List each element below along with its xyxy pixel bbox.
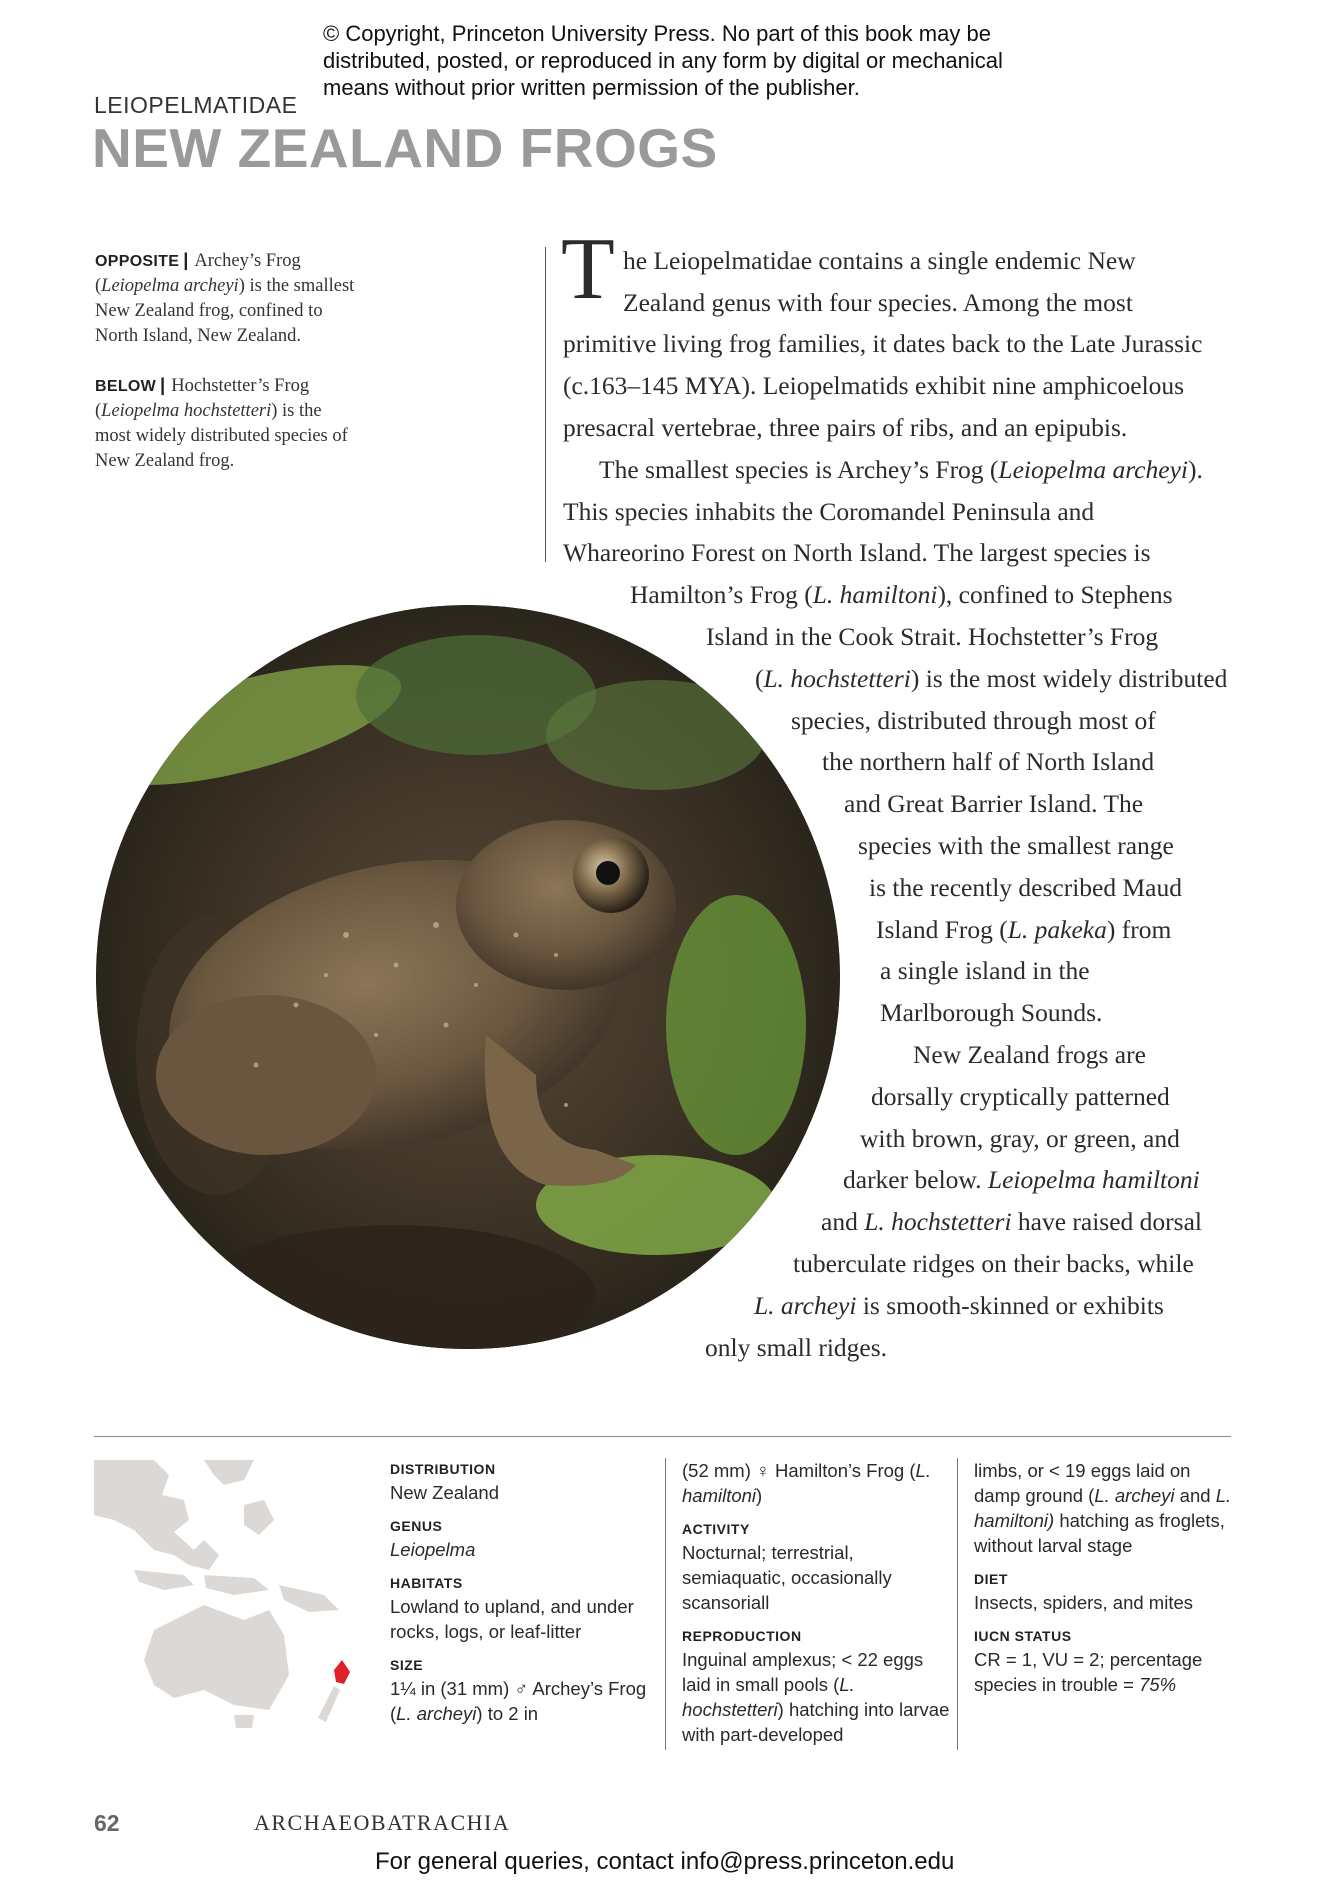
caption-below xyxy=(95,372,360,474)
body-line: he Leiopelmatidae contains a single endemic New xyxy=(623,246,1136,275)
body-line: tuberculate ridges on their backs, while xyxy=(793,1249,1194,1278)
copyright-line: © Copyright, Princeton University Press. No part of this book may be xyxy=(323,21,991,46)
genus-value: Leiopelma xyxy=(390,1539,476,1560)
reproduction-label: REPRODUCTION xyxy=(682,1628,802,1644)
facts-column xyxy=(974,1452,1234,1697)
caption-separator: | xyxy=(160,374,166,395)
body-line: only small ridges. xyxy=(705,1333,888,1362)
drop-cap: T xyxy=(561,221,615,318)
reproduction-value-continued: limbs, or < 19 eggs laid on damp ground (L. archeyi and L. hamiltoni) hatching as froglets, without larval stage xyxy=(974,1460,1232,1556)
running-head: ARCHAEOBATRACHIA xyxy=(254,1810,511,1835)
new-zealand-range xyxy=(318,1660,350,1722)
caption-text: ) is the smallest New Zealand frog, confined to North Island, New Zealand. xyxy=(95,276,355,346)
body-line: Whareorino Forest on North Island. The largest species is xyxy=(563,538,1151,567)
copyright-line: means without prior written permission of the publisher. xyxy=(323,75,860,100)
body-line: Island in the Cook Strait. Hochstetter’s Frog xyxy=(706,622,1159,651)
body-line: and Great Barrier Island. The xyxy=(844,789,1144,818)
body-line: Zealand genus with four species. Among the most xyxy=(623,288,1133,317)
distribution-map xyxy=(94,1460,354,1730)
map-land xyxy=(94,1460,339,1728)
activity-value: Nocturnal; terrestrial, semiaquatic, occasionally scansoriall xyxy=(682,1542,892,1613)
body-line: species with the smallest range xyxy=(858,831,1174,860)
habitats-label: HABITATS xyxy=(390,1575,463,1591)
column-divider xyxy=(957,1458,958,1750)
caption-separator: | xyxy=(183,249,189,270)
caption-text: Archey’s Frog ( xyxy=(95,251,301,296)
caption-text: Hochstetter’s Frog ( xyxy=(95,376,310,421)
copyright-notice xyxy=(323,20,1043,101)
body-line: the northern half of North Island xyxy=(822,747,1155,776)
body-line: (L. hochstetteri) is the most widely distributed xyxy=(755,664,1228,693)
body-line: The smallest species is Archey’s Frog (Leiopelma archeyi). xyxy=(599,455,1203,484)
body-line: a single island in the xyxy=(880,956,1090,985)
size-label: SIZE xyxy=(390,1657,424,1673)
iucn-value: CR = 1, VU = 2; percentage species in trouble = 75% xyxy=(974,1649,1203,1695)
section-divider xyxy=(94,1436,1231,1437)
size-value-continued: (52 mm) ♀ Hamilton’s Frog (L. hamiltoni) xyxy=(682,1460,931,1506)
facts-column xyxy=(682,1452,952,1747)
copyright-line: distributed, posted, or reproduced in any form by digital or mechanical xyxy=(323,48,1003,73)
body-line: darker below. Leiopelma hamiltoni xyxy=(843,1165,1200,1194)
body-line: Marlborough Sounds. xyxy=(880,998,1103,1027)
intro-divider xyxy=(545,247,546,562)
genus-label: GENUS xyxy=(390,1518,443,1534)
caption-tag: BELOW xyxy=(95,378,157,395)
contact-notice: For general queries, contact info@press.princeton.edu xyxy=(375,1848,955,1875)
distribution-label: DISTRIBUTION xyxy=(390,1461,496,1477)
caption-species: Leiopelma hochstetteri xyxy=(101,401,272,421)
reproduction-value: Inguinal amplexus; < 22 eggs laid in small pools (L. hochstetteri) hatching into larvae with part-developed xyxy=(682,1649,950,1745)
size-value: 1¼ in (31 mm) ♂ Archey’s Frog (L. archeyi) to 2 in xyxy=(390,1678,647,1724)
page-number: 62 xyxy=(94,1810,120,1836)
body-line: dorsally cryptically patterned xyxy=(871,1082,1170,1111)
body-line: This species inhabits the Coromandel Peninsula and xyxy=(563,497,1095,526)
caption-text: ) is the most widely distributed species of New Zealand frog. xyxy=(95,401,348,471)
page-title: NEW ZEALAND FROGS xyxy=(92,117,718,179)
body-line: is the recently described Maud xyxy=(869,873,1182,902)
body-line: New Zealand frogs are xyxy=(913,1040,1146,1069)
body-line: species, distributed through most of xyxy=(791,706,1156,735)
family-latin-name: LEIOPELMATIDAE xyxy=(94,92,298,118)
column-divider xyxy=(665,1458,666,1750)
activity-label: ACTIVITY xyxy=(682,1521,750,1537)
body-line: (c.163–145 MYA). Leiopelmatids exhibit nine amphicoelous xyxy=(563,371,1185,400)
body-line: L. archeyi is smooth-skinned or exhibits xyxy=(754,1291,1164,1320)
habitats-value: Lowland to upland, and under rocks, logs, or leaf-litter xyxy=(390,1596,634,1642)
caption-tag: OPPOSITE xyxy=(95,253,180,270)
caption-species: Leiopelma archeyi xyxy=(101,276,239,296)
body-line: Island Frog (L. pakeka) from xyxy=(876,915,1172,944)
diet-label: DIET xyxy=(974,1571,1008,1587)
distribution-value: New Zealand xyxy=(390,1482,500,1503)
frog-photo xyxy=(96,605,840,1349)
body-line: Hamilton’s Frog (L. hamiltoni), confined to Stephens xyxy=(630,580,1173,609)
diet-value: Insects, spiders, and mites xyxy=(974,1592,1194,1613)
body-line: presacral vertebrae, three pairs of ribs, and an epipubis. xyxy=(563,413,1128,442)
frog-illustration xyxy=(96,605,840,1349)
iucn-label: IUCN STATUS xyxy=(974,1628,1072,1644)
body-line: and L. hochstetteri have raised dorsal xyxy=(821,1207,1202,1236)
body-line: primitive living frog families, it dates back to the Late Jurassic xyxy=(563,329,1203,358)
facts-column xyxy=(390,1452,660,1726)
caption-opposite xyxy=(95,247,360,349)
body-line: with brown, gray, or green, and xyxy=(860,1124,1180,1153)
